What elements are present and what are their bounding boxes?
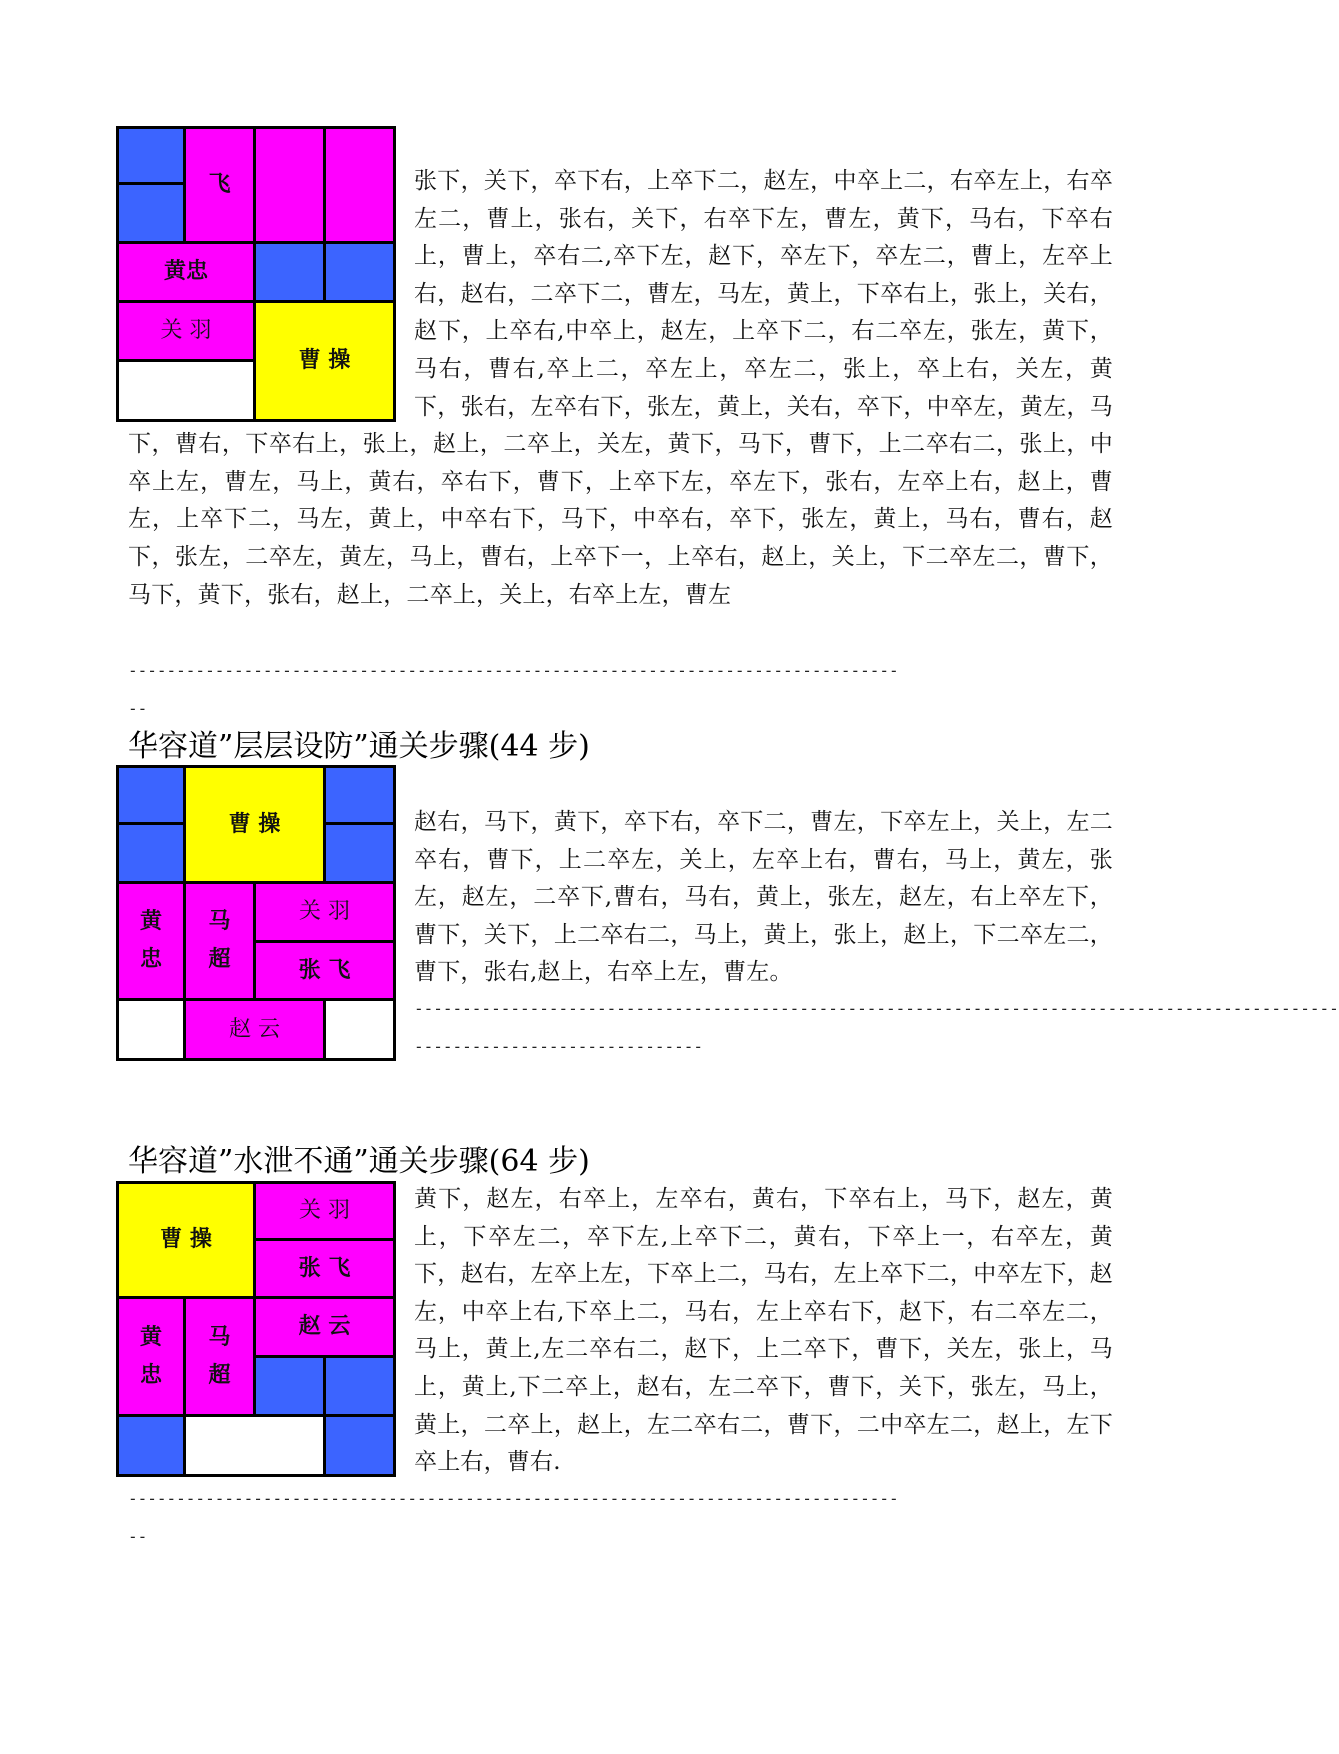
piece-label: 关 羽 bbox=[299, 1198, 350, 1223]
huangzhong-piece bbox=[116, 881, 186, 1001]
piece-label: 赵 云 bbox=[229, 1016, 280, 1042]
puzzle2-title: 华容道”层层设防”通关步骤(44 步) bbox=[128, 729, 590, 764]
piece-label: 黄 bbox=[139, 909, 162, 934]
zhangfei-piece bbox=[253, 940, 396, 1001]
puzzle2-steps: 赵右，马下，黄下，卒下右，卒下二，曹左，下卒左上，关上，左二卒右，曹下，上二卒左，关上，左卒上右，曹右，马上，黄左，张左，赵左，二卒下,曹右，马右，黄上，张左，赵左，右上卒左下，曹下，关下，上二卒右二，马上，黄上，张上，赵上，下二卒左二，曹下，张右,赵上，右卒上左，曹左。 bbox=[414, 809, 1113, 986]
empty-space bbox=[323, 998, 396, 1061]
piece-label: 张 飞 bbox=[298, 1255, 351, 1281]
piece-label: 关 羽 bbox=[160, 318, 212, 343]
machao-piece bbox=[183, 881, 256, 1001]
piece-label: 张 飞 bbox=[298, 957, 351, 983]
piece-label: 黄 bbox=[139, 1324, 162, 1350]
piece-label: 赵 云 bbox=[298, 1314, 351, 1339]
piece-label: 忠 bbox=[139, 947, 162, 972]
soldier-piece bbox=[323, 765, 396, 825]
piece-label: 黄忠 bbox=[163, 259, 208, 284]
guanyu-piece bbox=[253, 1181, 396, 1241]
divider-tail: -- bbox=[128, 699, 148, 718]
divider-tail: -- bbox=[128, 1527, 148, 1546]
soldier-piece bbox=[116, 822, 186, 884]
puzzle1-steps: 张下，关下，卒下右，上卒下二，赵左，中卒上二，右卒左上，右卒左二，曹上，张右，关下，右卒下左，曹左，黄下，马右，下卒右上，曹上，卒右二,卒下左，赵下，卒左下，卒左二，曹上，左卒上右，赵右，二卒下二，曹左，马左，黄上，下卒右上，张上，关右，赵下，上卒右,中卒上，赵左，上卒下二，右二卒左，张左，黄下，马右，曹右,卒上二，卒左上，卒左二，张上，卒上右，关左，黄下，张右，左卒右下，张左，黄上，关右，卒下，中卒左，黄左，马下，曹右，下卒右上，张上，赵上，二卒上，关左，黄下，马下，曹下，上二卒右二，张上，中卒上左，曹左，马上，黄右，卒右下，曹下，上卒下左，卒左下，张右，左卒上右，赵上，曹左，上卒下二，马左，黄上，中卒右下，马下，中卒右，卒下，张左，黄上，马右，曹右，赵下，张左，二卒左，黄左，马上，曹右，上卒下一，上卒右，赵上，关上，下二卒左二，曹下，马下，黄下，张右，赵上，二卒上，关上，右卒上左，曹左 bbox=[128, 168, 1113, 608]
piece-label: 马 bbox=[208, 909, 231, 934]
soldier-piece bbox=[253, 1355, 326, 1417]
divider: -------------------------------------------------------------------------------- bbox=[128, 1489, 899, 1508]
caocao-piece bbox=[116, 1181, 256, 1299]
soldier-piece bbox=[323, 1355, 396, 1417]
soldier-piece bbox=[116, 765, 186, 825]
divider: ------------------------------------------------------------------------------------------------ bbox=[414, 999, 1339, 1018]
soldier-piece bbox=[323, 1414, 396, 1477]
puzzle3-title: 华容道”水泄不通”通关步骤(64 步) bbox=[128, 1144, 590, 1179]
piece-label: 关 羽 bbox=[299, 899, 350, 924]
zhaoyun-piece bbox=[253, 1296, 396, 1358]
divider-tail: ------------------------------ bbox=[414, 1037, 703, 1056]
machao-piece bbox=[183, 1296, 256, 1417]
piece-label: 超 bbox=[208, 1362, 231, 1388]
guanyu-piece bbox=[253, 881, 396, 943]
piece-label: 飞 bbox=[208, 172, 231, 197]
soldier-piece bbox=[116, 1414, 186, 1477]
piece-label: 忠 bbox=[139, 1362, 162, 1388]
piece-label: 超 bbox=[208, 947, 231, 972]
divider: -------------------------------------------------------------------------------- bbox=[128, 661, 899, 680]
zhaoyun-piece bbox=[183, 998, 326, 1061]
piece-label: 曹 操 bbox=[228, 811, 281, 837]
empty-space bbox=[116, 998, 186, 1061]
piece-label: 曹 操 bbox=[298, 348, 351, 373]
puzzle3-board bbox=[116, 1181, 396, 1477]
caocao-piece bbox=[183, 765, 326, 884]
puzzle3-steps: 黄下，赵左，右卒上，左卒右，黄右，下卒右上，马下，赵左，黄上，下卒左二，卒下左,上卒下二，黄右，下卒上一，右卒左，黄下，赵右，左卒上左，下卒上二，马右，左上卒下二，中卒左下，赵左，中卒上右,下卒上二，马右，左上卒右下，赵下，右二卒左二，马上，黄上,左二卒右二，赵下，上二卒下，曹下，关左，张上，马上，黄上,下二卒上，赵右，左二卒下，曹下，关下，张左，马上，黄上，二卒上，赵上，左二卒右二，曹下，二中卒左二，赵上，左下卒上右，曹右. bbox=[414, 1186, 1113, 1476]
zhangfei-piece bbox=[253, 1238, 396, 1299]
empty-space bbox=[183, 1414, 326, 1477]
piece-label: 马 bbox=[208, 1324, 231, 1350]
piece-label: 曹 操 bbox=[160, 1227, 212, 1252]
puzzle2-board bbox=[116, 765, 396, 1061]
soldier-piece bbox=[323, 822, 396, 884]
huangzhong-piece bbox=[116, 1296, 186, 1417]
